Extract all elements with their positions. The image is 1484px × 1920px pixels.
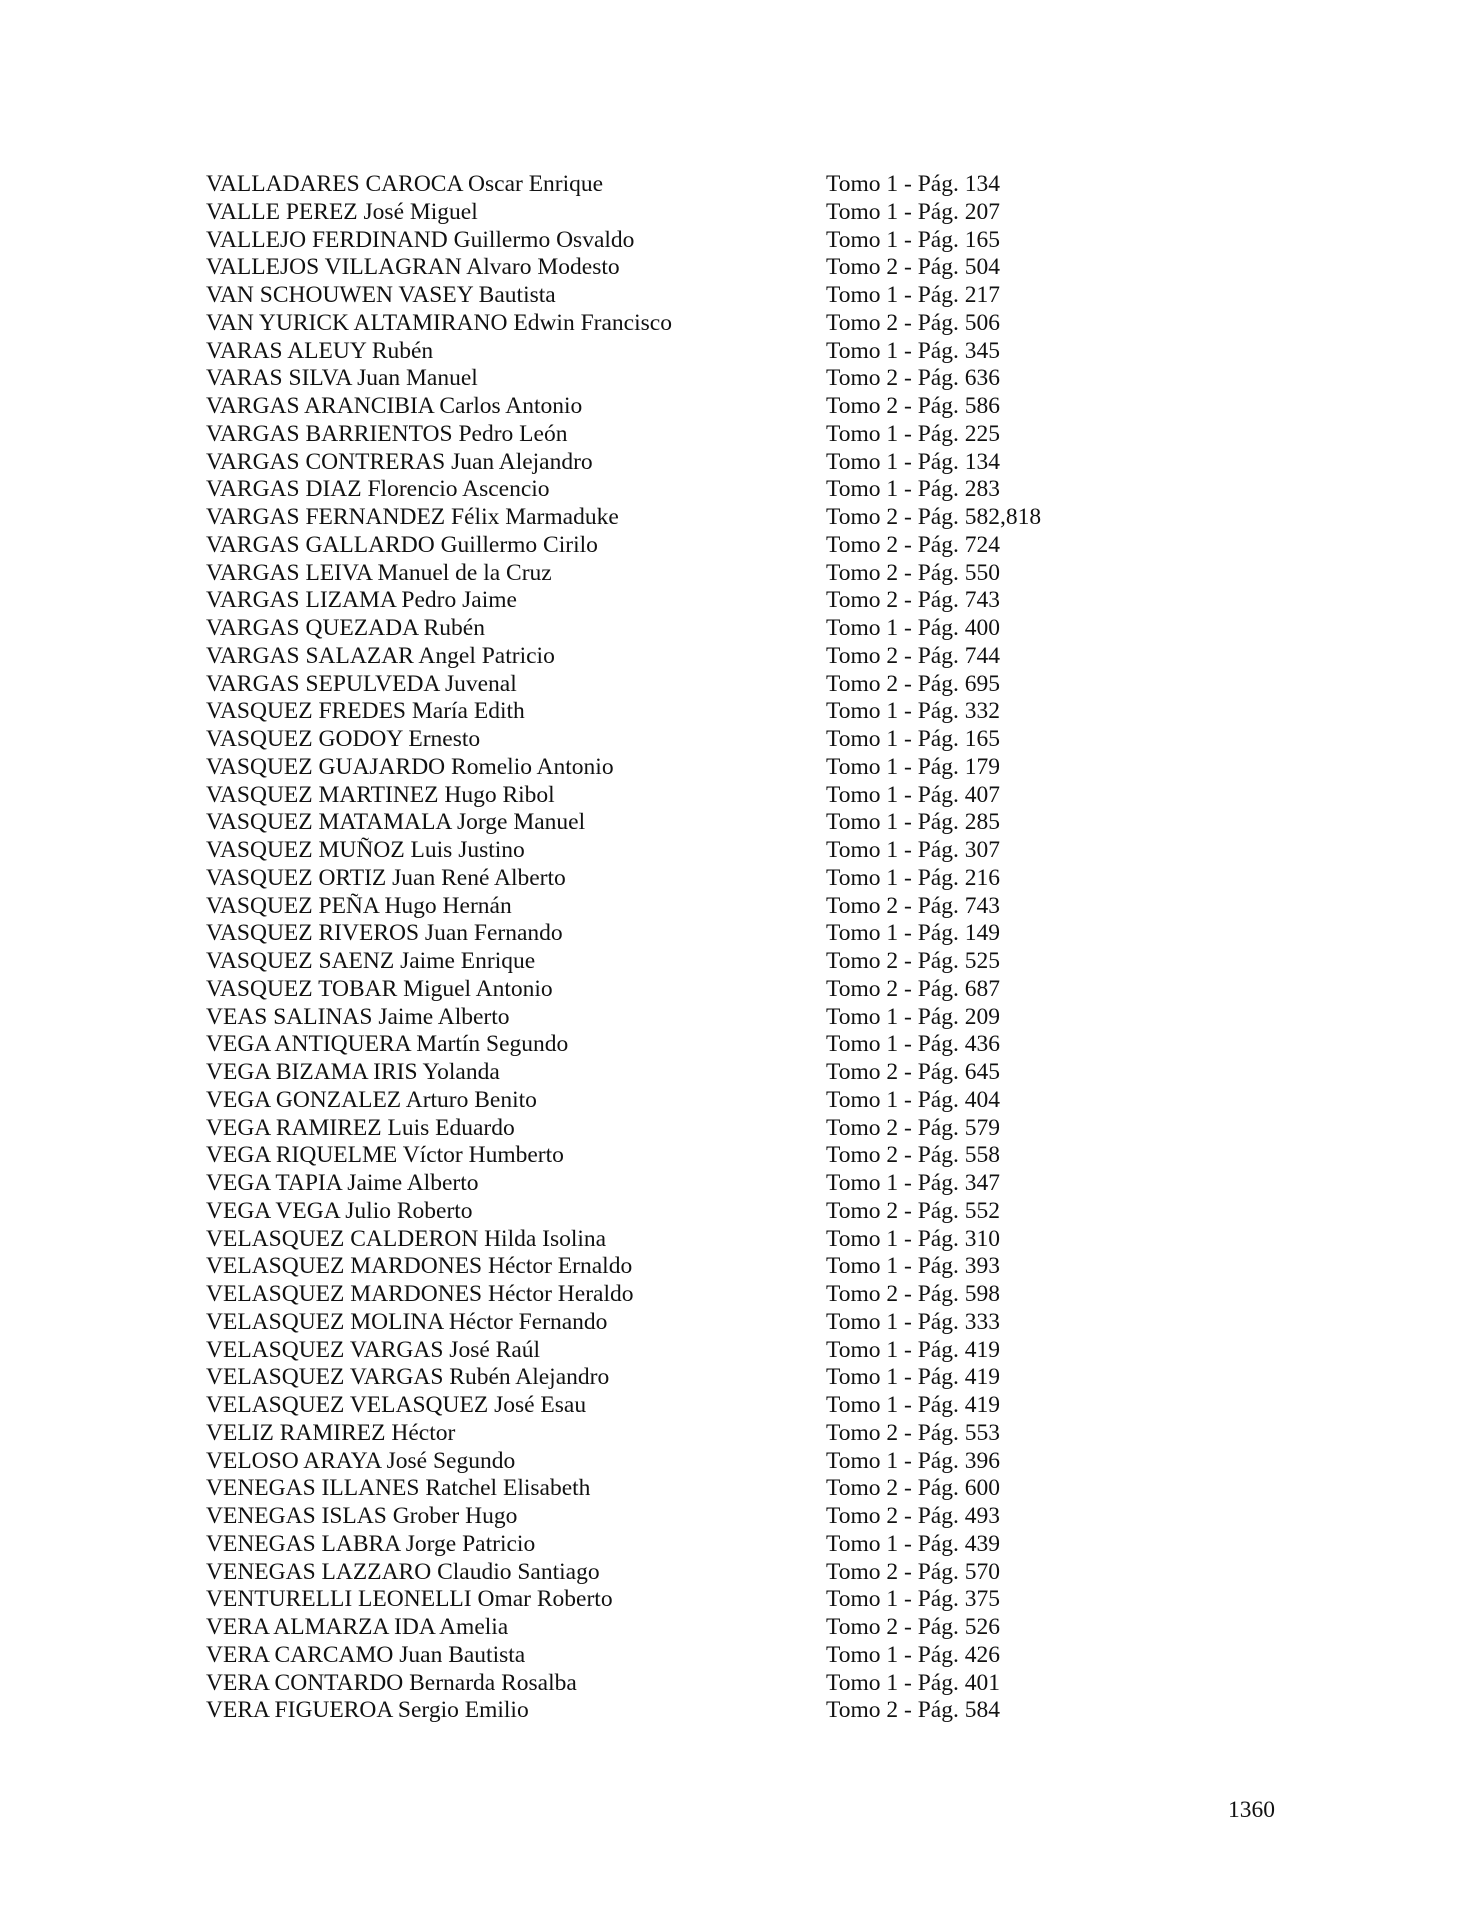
entry-reference: Tomo 2 - Pág. 526 bbox=[826, 1614, 1000, 1640]
entry-name: VASQUEZ FREDES María Edith bbox=[206, 698, 525, 725]
index-entry bbox=[206, 1115, 1106, 1143]
entry-reference: Tomo 1 - Pág. 216 bbox=[826, 864, 1000, 891]
entry-name: VARGAS ARANCIBIA Carlos Antonio bbox=[206, 393, 583, 419]
entry-reference: Tomo 1 - Pág. 404 bbox=[826, 1086, 1000, 1113]
entry-reference: Tomo 2 - Pág. 570 bbox=[826, 1558, 1000, 1585]
entry-reference: Tomo 1 - Pág. 400 bbox=[826, 615, 1000, 641]
entry-name: VERA CONTARDO Bernarda Rosalba bbox=[206, 1669, 577, 1696]
entry-name: VAN YURICK ALTAMIRANO Edwin Francisco bbox=[206, 309, 672, 336]
entry-reference: Tomo 1 - Pág. 165 bbox=[826, 226, 1000, 253]
index-entry bbox=[206, 1448, 1106, 1476]
entry-reference: Tomo 1 - Pág. 134 bbox=[826, 448, 1000, 475]
entry-reference: Tomo 2 - Pág. 743 bbox=[826, 587, 1000, 614]
entry-name: VASQUEZ RIVEROS Juan Fernando bbox=[206, 920, 563, 947]
entry-reference: Tomo 1 - Pág. 283 bbox=[826, 476, 1000, 503]
entry-name: VARGAS DIAZ Florencio Ascencio bbox=[206, 476, 550, 503]
entry-reference: Tomo 1 - Pág. 225 bbox=[826, 420, 1000, 447]
entry-reference: Tomo 1 - Pág. 419 bbox=[826, 1364, 1000, 1391]
index-entry bbox=[206, 671, 1106, 699]
index-entry bbox=[206, 199, 1106, 227]
entry-reference: Tomo 1 - Pág. 285 bbox=[826, 809, 1000, 836]
index-entry bbox=[206, 1309, 1106, 1337]
entry-name: VALLADARES CAROCA Oscar Enrique bbox=[206, 171, 604, 197]
entry-name: VASQUEZ MATAMALA Jorge Manuel bbox=[206, 809, 586, 836]
index-entry bbox=[206, 809, 1106, 837]
entry-name: VARAS ALEUY Rubén bbox=[206, 337, 434, 364]
entry-name: VELASQUEZ VARGAS Rubén Alejandro bbox=[206, 1364, 610, 1391]
index-entry bbox=[206, 698, 1106, 726]
index-entry bbox=[206, 1559, 1106, 1587]
index-entry bbox=[206, 1253, 1106, 1281]
index-entry bbox=[206, 893, 1106, 921]
entry-reference: Tomo 2 - Pág. 506 bbox=[826, 309, 1000, 336]
entry-reference: Tomo 1 - Pág. 310 bbox=[826, 1225, 1000, 1252]
index-entry bbox=[206, 1170, 1106, 1198]
entry-reference: Tomo 1 - Pág. 419 bbox=[826, 1336, 1000, 1363]
entry-reference: Tomo 2 - Pág. 600 bbox=[826, 1475, 1000, 1502]
entry-name: VEGA GONZALEZ Arturo Benito bbox=[206, 1086, 537, 1113]
entry-reference: Tomo 1 - Pág. 345 bbox=[826, 337, 1000, 364]
index-entry bbox=[206, 1531, 1106, 1559]
entry-reference: Tomo 2 - Pág. 553 bbox=[826, 1419, 1000, 1446]
index-entry bbox=[206, 365, 1106, 393]
index-entry bbox=[206, 1697, 1106, 1725]
entry-reference: Tomo 2 - Pág. 636 bbox=[826, 365, 1000, 392]
entry-name: VELOSO ARAYA José Segundo bbox=[206, 1447, 516, 1474]
index-entry bbox=[206, 1503, 1106, 1531]
index-entry bbox=[206, 532, 1106, 560]
entry-reference: Tomo 1 - Pág. 347 bbox=[826, 1170, 1000, 1196]
entry-name: VALLE PEREZ José Miguel bbox=[206, 198, 478, 225]
entry-name: VARGAS LIZAMA Pedro Jaime bbox=[206, 587, 517, 614]
index-entry bbox=[206, 1475, 1106, 1503]
entry-name: VELIZ RAMIREZ Héctor bbox=[206, 1419, 456, 1446]
index-entry bbox=[206, 1642, 1106, 1670]
entry-name: VEGA TAPIA Jaime Alberto bbox=[206, 1170, 479, 1196]
index-entry bbox=[206, 754, 1106, 782]
index-entry bbox=[206, 948, 1106, 976]
entry-name: VELASQUEZ MARDONES Héctor Ernaldo bbox=[206, 1253, 633, 1280]
entry-name: VARAS SILVA Juan Manuel bbox=[206, 365, 478, 392]
index-entry bbox=[206, 310, 1106, 338]
entry-reference: Tomo 1 - Pág. 393 bbox=[826, 1253, 1000, 1280]
entry-name: VELASQUEZ VARGAS José Raúl bbox=[206, 1336, 541, 1363]
index-entry bbox=[206, 338, 1106, 366]
entry-name: VARGAS SEPULVEDA Juvenal bbox=[206, 670, 517, 697]
entry-reference: Tomo 1 - Pág. 426 bbox=[826, 1641, 1000, 1668]
entry-reference: Tomo 2 - Pág. 493 bbox=[826, 1503, 1000, 1529]
entry-reference: Tomo 1 - Pág. 407 bbox=[826, 781, 1000, 808]
entry-name: VARGAS GALLARDO Guillermo Cirilo bbox=[206, 531, 598, 558]
entry-reference: Tomo 2 - Pág. 743 bbox=[826, 892, 1000, 919]
index-entry bbox=[206, 865, 1106, 893]
index-entry bbox=[206, 1226, 1106, 1254]
entry-reference: Tomo 2 - Pág. 645 bbox=[826, 1059, 1000, 1085]
entry-name: VASQUEZ SAENZ Jaime Enrique bbox=[206, 948, 536, 974]
entry-name: VELASQUEZ MOLINA Héctor Fernando bbox=[206, 1308, 608, 1335]
entry-reference: Tomo 2 - Pág. 550 bbox=[826, 559, 1000, 586]
entry-reference: Tomo 1 - Pág. 375 bbox=[826, 1586, 1000, 1613]
entry-name: VASQUEZ MUÑOZ Luis Justino bbox=[206, 837, 525, 863]
name-index-list bbox=[206, 171, 1106, 1725]
entry-reference: Tomo 2 - Pág. 598 bbox=[826, 1281, 1000, 1307]
entry-reference: Tomo 2 - Pág. 504 bbox=[826, 254, 1000, 281]
index-entry bbox=[206, 1281, 1106, 1309]
entry-name: VARGAS CONTRERAS Juan Alejandro bbox=[206, 448, 593, 475]
entry-reference: Tomo 1 - Pág. 401 bbox=[826, 1669, 1000, 1696]
index-entry bbox=[206, 615, 1106, 643]
index-entry bbox=[206, 726, 1106, 754]
entry-reference: Tomo 2 - Pág. 695 bbox=[826, 670, 1000, 697]
page-number: 1360 bbox=[1228, 1797, 1275, 1823]
entry-name: VERA FIGUEROA Sergio Emilio bbox=[206, 1697, 529, 1724]
entry-name: VARGAS BARRIENTOS Pedro León bbox=[206, 420, 568, 447]
entry-reference: Tomo 1 - Pág. 134 bbox=[826, 171, 1000, 197]
index-entry bbox=[206, 976, 1106, 1004]
entry-name: VARGAS SALAZAR Angel Patricio bbox=[206, 642, 555, 669]
entry-reference: Tomo 1 - Pág. 307 bbox=[826, 837, 1000, 863]
index-entry bbox=[206, 1670, 1106, 1698]
entry-reference: Tomo 2 - Pág. 586 bbox=[826, 393, 1000, 419]
index-entry bbox=[206, 1198, 1106, 1226]
index-entry bbox=[206, 282, 1106, 310]
index-entry bbox=[206, 837, 1106, 865]
entry-reference: Tomo 1 - Pág. 439 bbox=[826, 1530, 1000, 1557]
index-entry bbox=[206, 1364, 1106, 1392]
index-entry bbox=[206, 449, 1106, 477]
index-entry bbox=[206, 920, 1106, 948]
index-entry bbox=[206, 560, 1106, 588]
index-entry bbox=[206, 1614, 1106, 1642]
entry-name: VASQUEZ PEÑA Hugo Hernán bbox=[206, 892, 512, 919]
index-entry bbox=[206, 1392, 1106, 1420]
entry-reference: Tomo 1 - Pág. 396 bbox=[826, 1447, 1000, 1474]
entry-name: VERA ALMARZA IDA Amelia bbox=[206, 1614, 509, 1640]
entry-reference: Tomo 1 - Pág. 419 bbox=[826, 1392, 1000, 1418]
entry-reference: Tomo 1 - Pág. 165 bbox=[826, 726, 1000, 752]
entry-name: VENEGAS LAZZARO Claudio Santiago bbox=[206, 1558, 600, 1585]
entry-name: VEGA RIQUELME Víctor Humberto bbox=[206, 1142, 564, 1169]
entry-name: VEGA VEGA Julio Roberto bbox=[206, 1197, 473, 1224]
entry-name: VALLEJOS VILLAGRAN Alvaro Modesto bbox=[206, 254, 620, 281]
index-entry bbox=[206, 587, 1106, 615]
entry-reference: Tomo 1 - Pág. 436 bbox=[826, 1031, 1000, 1058]
entry-name: VASQUEZ GUAJARDO Romelio Antonio bbox=[206, 753, 614, 780]
entry-name: VEGA BIZAMA IRIS Yolanda bbox=[206, 1059, 500, 1085]
entry-reference: Tomo 2 - Pág. 584 bbox=[826, 1697, 1000, 1724]
index-entry bbox=[206, 643, 1106, 671]
entry-reference: Tomo 1 - Pág. 207 bbox=[826, 198, 1000, 225]
index-entry bbox=[206, 227, 1106, 255]
entry-reference: Tomo 2 - Pág. 582,818 bbox=[826, 504, 1042, 530]
index-entry bbox=[206, 171, 1106, 199]
entry-reference: Tomo 2 - Pág. 552 bbox=[826, 1197, 1000, 1224]
index-entry bbox=[206, 1586, 1106, 1614]
entry-reference: Tomo 1 - Pág. 149 bbox=[826, 920, 1000, 947]
index-entry bbox=[206, 476, 1106, 504]
entry-name: VEAS SALINAS Jaime Alberto bbox=[206, 1003, 510, 1030]
entry-name: VENEGAS LABRA Jorge Patricio bbox=[206, 1530, 536, 1557]
entry-name: VELASQUEZ MARDONES Héctor Heraldo bbox=[206, 1281, 634, 1307]
index-entry bbox=[206, 1142, 1106, 1170]
entry-name: VAN SCHOUWEN VASEY Bautista bbox=[206, 282, 556, 308]
entry-name: VARGAS QUEZADA Rubén bbox=[206, 615, 485, 641]
entry-name: VALLEJO FERDINAND Guillermo Osvaldo bbox=[206, 226, 635, 253]
entry-name: VEGA RAMIREZ Luis Eduardo bbox=[206, 1114, 515, 1141]
index-entry bbox=[206, 393, 1106, 421]
entry-reference: Tomo 2 - Pág. 579 bbox=[826, 1114, 1000, 1141]
entry-name: VASQUEZ MARTINEZ Hugo Ribol bbox=[206, 781, 555, 808]
entry-reference: Tomo 2 - Pág. 558 bbox=[826, 1142, 1000, 1169]
entry-reference: Tomo 2 - Pág. 744 bbox=[826, 642, 1000, 669]
index-entry bbox=[206, 254, 1106, 282]
entry-name: VERA CARCAMO Juan Bautista bbox=[206, 1641, 526, 1668]
index-entry bbox=[206, 1087, 1106, 1115]
index-entry bbox=[206, 1031, 1106, 1059]
entry-reference: Tomo 1 - Pág. 333 bbox=[826, 1308, 1000, 1335]
entry-reference: Tomo 2 - Pág. 687 bbox=[826, 975, 1000, 1002]
index-entry bbox=[206, 1420, 1106, 1448]
entry-name: VENTURELLI LEONELLI Omar Roberto bbox=[206, 1586, 613, 1613]
index-entry bbox=[206, 504, 1106, 532]
entry-reference: Tomo 1 - Pág. 209 bbox=[826, 1003, 1000, 1030]
entry-name: VARGAS LEIVA Manuel de la Cruz bbox=[206, 559, 552, 586]
entry-reference: Tomo 2 - Pág. 525 bbox=[826, 948, 1000, 974]
entry-name: VASQUEZ GODOY Ernesto bbox=[206, 726, 481, 752]
entry-reference: Tomo 1 - Pág. 217 bbox=[826, 282, 1000, 308]
entry-reference: Tomo 2 - Pág. 724 bbox=[826, 531, 1000, 558]
entry-name: VENEGAS ILLANES Ratchel Elisabeth bbox=[206, 1475, 591, 1502]
entry-name: VASQUEZ ORTIZ Juan René Alberto bbox=[206, 864, 566, 891]
entry-name: VARGAS FERNANDEZ Félix Marmaduke bbox=[206, 504, 619, 530]
entry-name: VEGA ANTIQUERA Martín Segundo bbox=[206, 1031, 569, 1058]
index-entry bbox=[206, 1337, 1106, 1365]
index-entry bbox=[206, 421, 1106, 449]
index-entry bbox=[206, 1059, 1106, 1087]
entry-name: VASQUEZ TOBAR Miguel Antonio bbox=[206, 975, 553, 1002]
entry-name: VELASQUEZ VELASQUEZ José Esau bbox=[206, 1392, 587, 1418]
index-entry bbox=[206, 782, 1106, 810]
index-entry bbox=[206, 1004, 1106, 1032]
entry-reference: Tomo 1 - Pág. 179 bbox=[826, 753, 1000, 780]
entry-reference: Tomo 1 - Pág. 332 bbox=[826, 698, 1000, 725]
entry-name: VELASQUEZ CALDERON Hilda Isolina bbox=[206, 1225, 607, 1252]
entry-name: VENEGAS ISLAS Grober Hugo bbox=[206, 1503, 518, 1529]
